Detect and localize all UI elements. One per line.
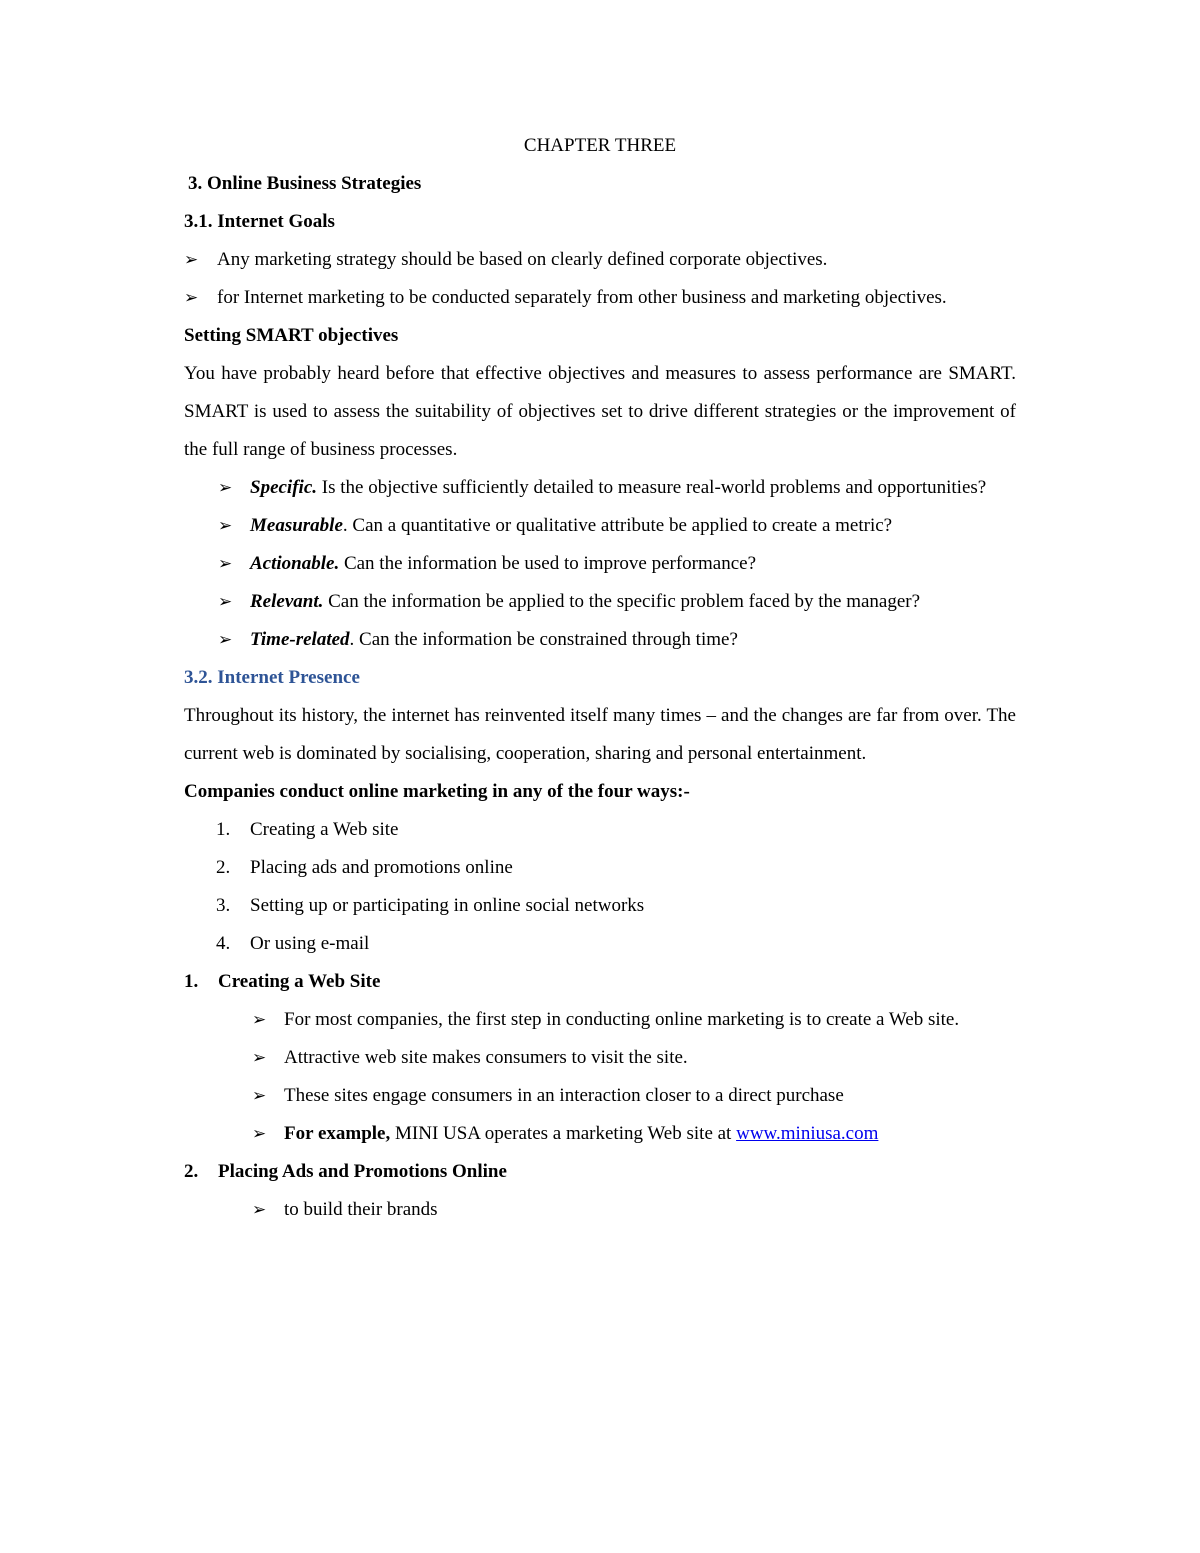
list-item: ➢ Measurable. Can a quantitative or qualitative attribute be applied to create a metric? [184,507,1016,545]
numbered-item: 2. Placing ads and promotions online [216,857,513,878]
subsection-internet-presence: 3.2. Internet Presence [184,667,360,688]
list-item: ➢ for Internet marketing to be conducted separately from other business and marketing objectives. [184,279,1016,317]
arrow-bullet-icon: ➢ [184,288,199,307]
list-item: ➢ Relevant. Can the information be applied to the specific problem faced by the manager? [184,583,1016,621]
arrow-bullet-icon: ➢ [218,554,233,573]
chapter-title: CHAPTER THREE [523,135,677,156]
arrow-bullet-icon: ➢ [184,250,199,269]
smart-intro: You have probably heard before that effective objectives and measures to assess performance are SMART. SMART is used to assess the suitability of objectives set to drive different strategies or the improvement of the full range of business processes. [184,363,1016,460]
arrow-bullet-icon: ➢ [252,1010,267,1029]
subsection-internet-goals: 3.1. Internet Goals [184,211,335,232]
term: Time-related [250,629,350,650]
list-item: ➢ Actionable. Can the information be used to improve performance? [184,545,1016,583]
page-content [184,127,1016,1229]
arrow-bullet-icon: ➢ [218,516,233,535]
list-item: ➢ For most companies, the first step in conducting online marketing is to create a Web site. [184,1001,1016,1039]
arrow-bullet-icon: ➢ [252,1124,267,1143]
arrow-bullet-icon: ➢ [252,1086,267,1105]
term: Relevant. [250,591,324,612]
term: Actionable. [250,553,340,574]
arrow-bullet-icon: ➢ [218,592,233,611]
list-item: ➢ Attractive web site makes consumers to visit the site. [184,1039,1016,1077]
arrow-bullet-icon: ➢ [218,630,233,649]
term: Measurable [250,515,343,536]
numbered-item: 4. Or using e-mail [216,933,370,954]
list-item: ➢ Time-related. Can the information be constrained through time? [184,621,1016,659]
smart-heading: Setting SMART objectives [184,325,399,346]
numbered-item: 3. Setting up or participating in online social networks [216,895,645,916]
list-item: ➢ These sites engage consumers in an interaction closer to a direct purchase [184,1077,1016,1115]
arrow-bullet-icon: ➢ [252,1200,267,1219]
miniusa-link[interactable]: www.miniusa.com [736,1123,879,1144]
heading-placing-ads: 2. Placing Ads and Promotions Online [184,1161,507,1182]
list-item: ➢ Any marketing strategy should be based on clearly defined corporate objectives. [184,241,1016,279]
list-item: ➢ For example, MINI USA operates a marketing Web site at www.miniusa.com [184,1115,1016,1153]
ways-heading: Companies conduct online marketing in any of the four ways:- [184,781,690,802]
arrow-bullet-icon: ➢ [218,478,233,497]
numbered-item: 1. Creating a Web site [216,819,399,840]
list-item: ➢ Specific. Is the objective sufficiently detailed to measure real-world problems and opportunities? [184,469,1016,507]
heading-creating-web-site: 1. Creating a Web Site [184,971,381,992]
section-title: 3. Online Business Strategies [188,173,422,194]
list-item: ➢ to build their brands [184,1191,1016,1229]
arrow-bullet-icon: ➢ [252,1048,267,1067]
term: Specific. [250,477,318,498]
presence-paragraph: Throughout its history, the internet has reinvented itself many times – and the changes are far from over. The current web is dominated by socialising, cooperation, sharing and personal entertainment. [184,705,1016,764]
